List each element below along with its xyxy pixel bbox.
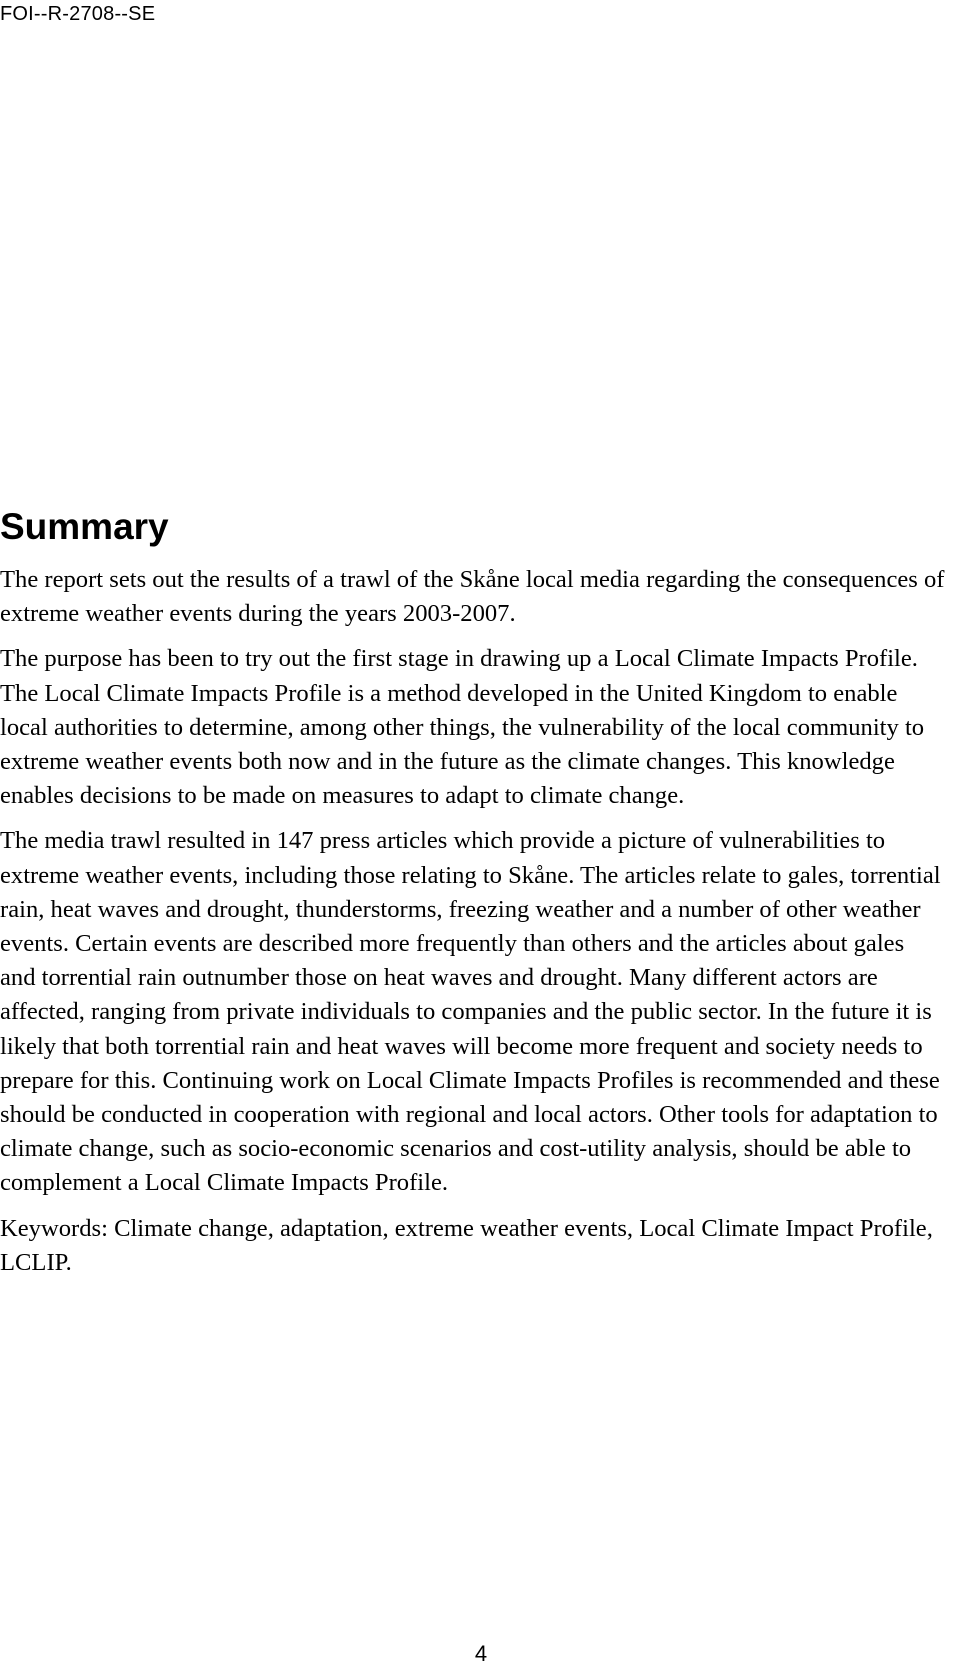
summary-section xyxy=(0,505,945,1291)
summary-keywords: Keywords: Climate change, adaptation, extreme weather events, Local Climate Impact Profile, LCLIP. xyxy=(0,1214,933,1276)
report-id: FOI--R-2708--SE xyxy=(0,3,156,25)
summary-paragraph-intro: The report sets out the results of a trawl of the Skåne local media regarding the consequences of extreme weather events during the years 2003-2007. xyxy=(0,566,945,628)
summary-paragraph-purpose: The purpose has been to try out the first stage in drawing up a Local Climate Impacts Profile. The Local Climate Impacts Profile is a method developed in the United Kingdom to enable local authorities to determine, among other things, the vulnerability of the local community to extreme weather events both now and in the future as the climate changes. This knowledge enables decisions to be made on measures to adapt to climate change. xyxy=(0,645,925,810)
summary-paragraph-results: The media trawl resulted in 147 press articles which provide a picture of vulnerabilities to extreme weather events, including those relating to Skåne. The articles relate to gales, torrential rain, heat waves and drought, thunderstorms, freezing weather and a number of other weather events. Certain events are described more frequently than others and the articles about gales and torrential rain outnumber those on heat waves and drought. Many different actors are affected, ranging from private individuals to companies and the public sector. In the future it is likely that both torrential rain and heat waves will become more frequent and society needs to prepare for this. Continuing work on Local Climate Impacts Profiles is recommended and these should be conducted in cooperation with regional and local actors. Other tools for adaptation to climate change, such as socio-economic scenarios and cost-utility analysis, should be able to complement a Local Climate Impacts Profile. xyxy=(0,827,941,1197)
page-number: 4 xyxy=(474,1641,488,1666)
summary-heading: Summary xyxy=(0,506,169,547)
